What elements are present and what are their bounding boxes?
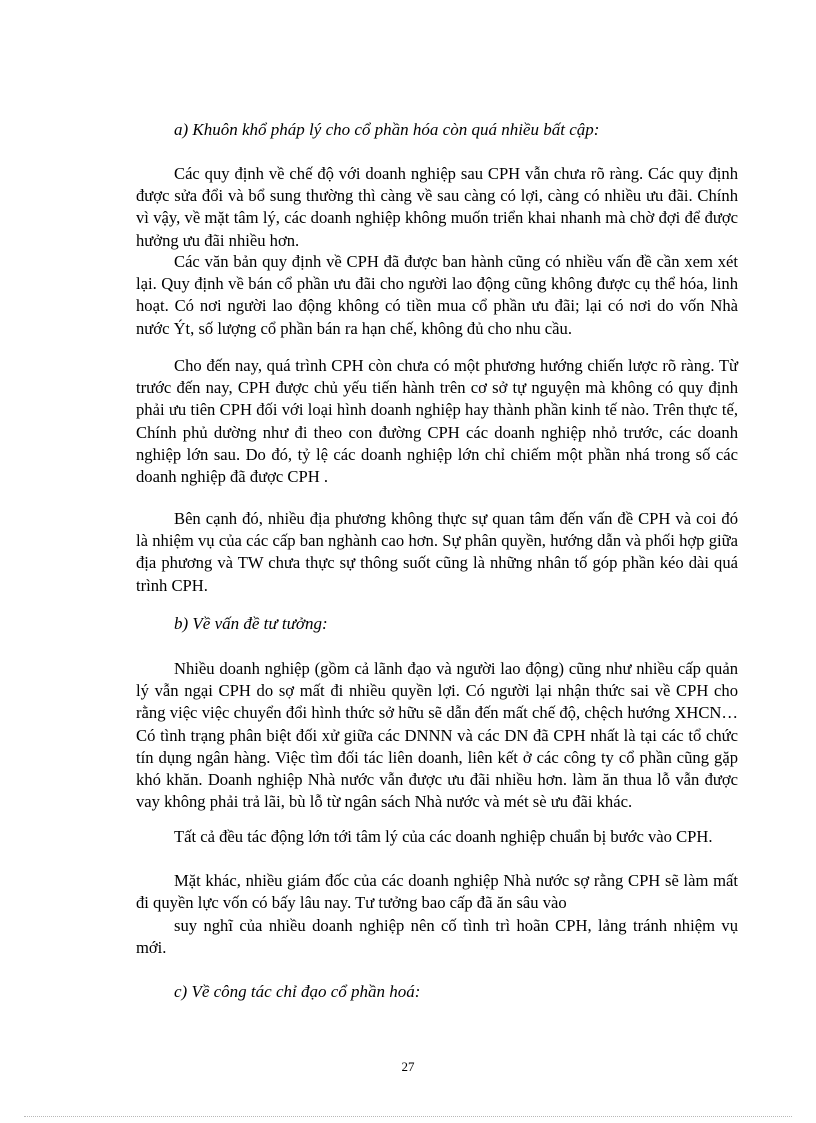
section-a-paragraph-4: Bên cạnh đó, nhiều địa phương không thực sự quan tâm đến vấn đề CPH và coi đó là nhiệm vụ của các cấp ban nghành cao hơn. Sự phân quyền, hướng dẫn và phối hợp giữa địa phương và TW chưa thực sự thông suốt cũng là những nhân tố góp phần kéo dài quá trình CPH. [136, 509, 738, 595]
page-number: 27 [401, 1059, 415, 1074]
section-c-heading: c) Về công tác chỉ đạo cổ phần hoá: [174, 982, 421, 1001]
section-a-paragraph-1: Các quy định về chế độ với doanh nghiệp sau CPH vẫn chưa rõ ràng. Các quy định được sửa đổi và bổ sung thường thì càng về sau càng có lợi, càng có nhiều ưu đãi. Chính vì vậy, về mặt tâm lý, các doanh nghiệp không muốn triển khai nhanh mà chờ đợi để được hưởng ưu đãi nhiều hơn. [136, 164, 738, 250]
section-a-paragraph-3: Cho đến nay, quá trình CPH còn chưa có một phương hướng chiến lược rõ ràng. Từ trước đến nay, CPH được chủ yếu tiến hành trên cơ sở tự nguyện mà không có quy định phải ưu tiên CPH đối với loại hình doanh nghiệp hay thành phần kinh tế nào. Trên thực tế, Chính phủ dường như đi theo con đường CPH các doanh nghiệp nhỏ trước, các doanh nghiệp lớn sau. Do đó, tỷ lệ các doanh nghiệp lớn chỉ chiếm một phần nhá trong số các doanh nghiệp đã được CPH . [136, 356, 738, 487]
section-b-paragraph-4: suy nghĩ của nhiều doanh nghiệp nên cố tình trì hoãn CPH, lảng tránh nhiệm vụ mới. [136, 916, 738, 958]
section-a-paragraph-2: Các văn bản quy định về CPH đã được ban hành cũng có nhiều vấn đề cần xem xét lại. Quy định về bán cổ phần ưu đãi cho người lao động cũng không được cụ thể hóa, linh hoạt. Có nơi người lao động không có tiền mua cổ phần ưu đãi; lại có nơi do vốn Nhà nước Ýt, số lượng cổ phần bán ra hạn chế, không đủ cho nhu cầu. [136, 252, 738, 338]
section-b-paragraph-2: Tất cả đều tác động lớn tới tâm lý của các doanh nghiệp chuẩn bị bước vào CPH. [174, 827, 713, 846]
section-b-paragraph-1: Nhiều doanh nghiệp (gồm cả lãnh đạo và người lao động) cũng như nhiều cấp quản lý vẫn ngại CPH do sợ mất đi nhiều quyền lợi. Có người lại nhận thức sai về CPH cho rằng việc việc chuyển đổi hình thức sở hữu sẽ dẫn đến mất chế độ, chệch hướng XHCN…Có tình trạng phân biệt đối xử giữa các DNNN và các DN đã CPH nhất là tại các tổ chức tín dụng ngân hàng. Việc tìm đối tác liên doanh, liên kết ở các công ty cổ phần cũng gặp khó khăn. Doanh nghiệp Nhà nước vẫn được ưu đãi nhiều hơn. làm ăn thua lỗ vẫn được vay không phải trả lãi, bù lỗ từ ngân sách Nhà nước và mét sè ưu đãi khác. [136, 659, 738, 812]
section-b-paragraph-3: Mặt khác, nhiều giám đốc của các doanh nghiệp Nhà nước sợ rằng CPH sẽ làm mất đi quyền lực vốn có bấy lâu nay. Tư tưởng bao cấp đã ăn sâu vào [136, 871, 738, 913]
section-a-heading: a) Khuôn khổ pháp lý cho cổ phần hóa còn quá nhiều bất cập: [174, 120, 600, 139]
page-bottom-divider [24, 1116, 792, 1117]
section-b-heading: b) Về vấn đề tư tưởng: [174, 614, 328, 633]
